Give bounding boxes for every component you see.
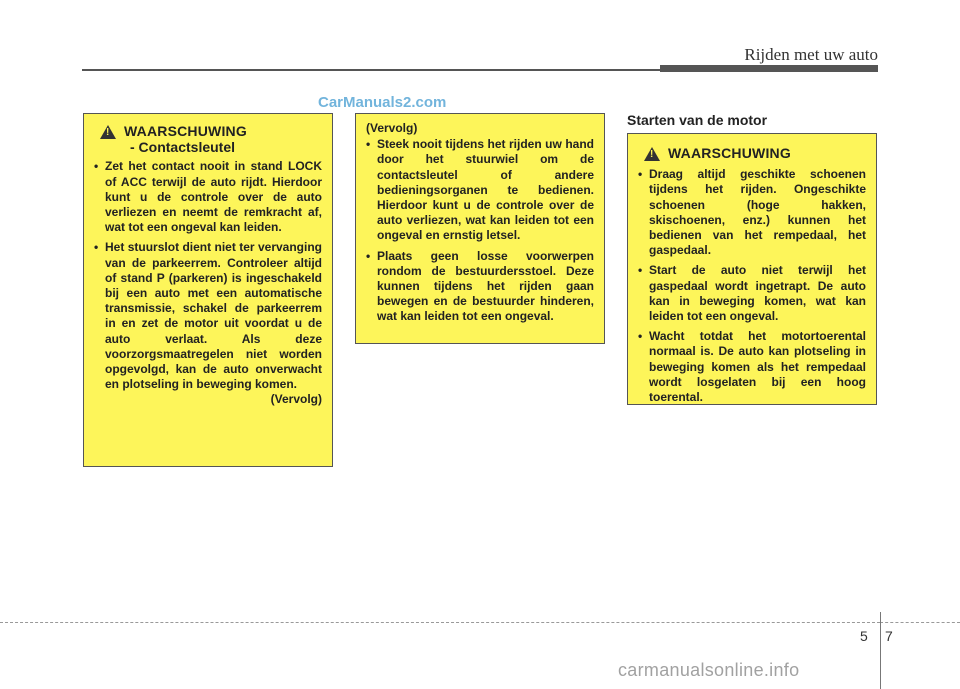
- page-number: 7: [885, 628, 893, 644]
- warning-header: [638, 146, 866, 161]
- watermark-carmanualsonline[interactable]: carmanualsonline.info: [618, 660, 800, 680]
- warning-list: [638, 167, 866, 405]
- warning-list: [94, 159, 322, 392]
- page-chapter-number: 5: [860, 628, 868, 644]
- page-header-title: Rijden met uw auto: [744, 45, 878, 64]
- header-rule: [82, 69, 660, 71]
- warning-item: • Het stuurslot dient niet ter vervanging van de parkeerrem. Controleer altijd of stand P (parkeren) is ingeschakeld bij een auto met een automatische transmissie, schakel de parkeerrem in en zet de motor uit voordat u de auto verlaat. Als deze voorzorgsmaatregelen niet worden opgevolgd, kan de auto onverwacht en plotseling in beweging komen.: [94, 240, 322, 392]
- header-bar: [660, 65, 878, 72]
- footer-rule: [880, 622, 960, 623]
- warning-item: • Wacht totdat het motortoerental normaal is. De auto kan plotseling in beweging komen als het rempedaal wordt losgelaten bij een hoog toerental.: [638, 329, 866, 405]
- warning-subtitle: - Contactsleutel: [130, 139, 236, 156]
- warning-list: [366, 137, 594, 324]
- footer-rule: [0, 622, 880, 623]
- continued-label: (Vervolg): [270, 392, 322, 407]
- warning-box-starting: [627, 133, 877, 405]
- warning-triangle-icon: [644, 147, 660, 161]
- footer-divider: [880, 612, 881, 689]
- warning-triangle-icon: [100, 125, 116, 139]
- warning-header: [94, 124, 322, 139]
- warning-item: • Zet het contact nooit in stand LOCK of ACC terwijl de auto rijdt. Hierdoor kunt u de controle over de auto verliezen en neemt de remkracht af, wat tot een ongeval kan leiden.: [94, 159, 322, 235]
- warning-item: • Start de auto niet terwijl het gaspedaal wordt ingetrapt. De auto kan in beweging komen, wat kan leiden tot een ongeval.: [638, 263, 866, 324]
- warning-title: WAARSCHUWING: [668, 145, 791, 161]
- warning-item: • Draag altijd geschikte schoenen tijdens het rijden. Ongeschikte schoenen (hoge hakken, skischoenen, enz.) kunnen het bedienen van het rempedaal, het gaspedaal.: [638, 167, 866, 258]
- warning-box-continued: [355, 113, 605, 344]
- section-title: Starten van de motor: [627, 112, 768, 128]
- warning-box-contactsleutel: [83, 113, 333, 467]
- continued-label: (Vervolg): [366, 121, 418, 135]
- warning-item: • Plaats geen losse voorwerpen rondom de bestuurdersstoel. Deze kunnen tijdens het rijden gaan bewegen en de bestuurder hinderen, wat kan leiden tot een ongeval.: [366, 249, 594, 325]
- warning-item: • Steek nooit tijdens het rijden uw hand door het stuurwiel om de contactsleutel of andere bedieningsorganen te bedienen. Hierdoor kunt u de controle over de auto verliezen, wat kan leiden tot een ongeval en ernstig letsel.: [366, 137, 594, 243]
- watermark-carmanuals2[interactable]: CarManuals2.com: [318, 94, 447, 111]
- warning-title: WAARSCHUWING: [124, 123, 247, 139]
